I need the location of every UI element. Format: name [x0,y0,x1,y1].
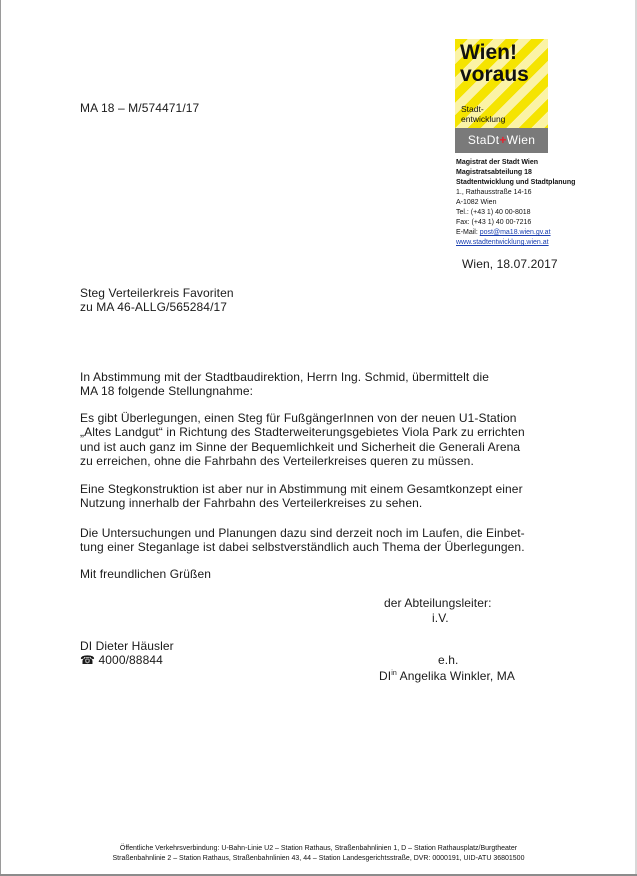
telephone-icon: ☎ [80,653,96,667]
closing-greeting: Mit freundlichen Grüßen [80,567,212,581]
paragraph-3-line-1: Eine Stegkonstruktion ist aber nur in Abstimmung mit einem Gesamtkonzept einer [80,482,523,496]
signature-eh: e.h. [438,653,459,667]
signature-role: der Abteilungsleiter: [384,596,492,610]
logo-striped-panel [455,39,548,128]
stadt-wien-bar [455,128,548,153]
paragraph-2-line-4: zu erreichen, ohne die Fahrbahn des Verteilerkreises queren zu müssen. [80,454,474,468]
logo-subtitle-line2: entwicklung [461,114,506,124]
contact-name: DI Dieter Häusler [80,639,174,653]
vienna-cross-icon: + [499,133,507,147]
logo-subtitle-line1: Stadt- [461,104,484,114]
contact-phone: 4000/88844 [98,653,163,667]
signature-name [379,667,515,683]
sender-city: A-1082 Wien [456,199,497,206]
sender-line-2: Magistratsabteilung 18 [456,169,532,176]
sender-line-1: Magistrat der Stadt Wien [456,159,539,166]
letter-date: Wien, 18.07.2017 [462,257,558,271]
paragraph-2-line-1: Es gibt Überlegungen, einen Steg für FußgängerInnen von der neuen U1-Station [80,411,517,425]
footer-line-1: Öffentliche Verkehrsverbindung: U-Bahn-Linie U2 – Station Rathaus, Straßenbahnlinien 1, D – Station Rathausplatz/Burgtheater [119,845,518,852]
paragraph-2-line-2: „Altes Landgut“ in Richtung des Stadterweiterungsgebietes Viola Park zu errichten [80,425,525,439]
reference-number: MA 18 – M/574471/17 [80,101,200,115]
footer-line-2: Straßenbahnlinie 2 – Station Rathaus, Straßenbahnlinien 43, 44 – Station Landesgerichtsstraße, DVR: 0000191, UID-ATU 36801500 [112,855,525,862]
paragraph-2-line-3: und ist auch ganz im Sinne der Bequemlichkeit und Sicherheit die Generali Arena [80,440,521,454]
sender-line-3: Stadtentwicklung und Stadtplanung [456,179,576,186]
contact-phone-row [80,653,163,667]
sender-tel: Tel.: (+43 1) 40 00-8018 [456,209,531,216]
logo-title-line1: Wien! [460,41,517,64]
stadt-wien-right: Wien [506,133,536,147]
page-left-edge [0,0,1,876]
subject-line-2: zu MA 46-ALLG/565284/17 [80,300,228,314]
signature-name-rest: Angelika Winkler, MA [396,669,516,683]
email-link[interactable]: post@ma18.wien.gv.at [479,229,551,236]
subject-line-1: Steg Verteilerkreis Favoriten [80,286,234,300]
signature-name-sup: in [391,670,397,677]
website-link[interactable]: www.stadtentwicklung.wien.at [456,239,549,246]
sender-email-row [456,228,551,237]
signature-iv: i.V. [432,611,449,625]
paragraph-1-line-2: MA 18 folgende Stellungnahme: [80,384,254,398]
logo-title-line2: voraus [460,63,529,86]
stadt-wien-left: StaDt [467,133,500,147]
paragraph-4-line-1: Die Untersuchungen und Planungen dazu sind derzeit noch im Laufen, die Einbet- [80,526,525,540]
sender-fax: Fax: (+43 1) 40 00-7216 [456,219,532,226]
sender-street: 1., Rathausstraße 14-16 [456,189,532,196]
sender-web-row [456,238,549,247]
paragraph-1-line-1: In Abstimmung mit der Stadtbaudirektion, Herrn Ing. Schmid, übermittelt die [80,370,490,384]
signature-name-prefix: DI [379,669,392,683]
paragraph-3-line-2: Nutzung innerhalb der Fahrbahn des Verteilerkreises zu sehen. [80,496,423,510]
email-label: E-Mail: [456,229,480,236]
paragraph-4-line-2: tung einer Steganlage ist dabei selbstverständlich auch Thema der Überlegungen. [80,540,525,554]
wien-voraus-logo [455,39,548,153]
